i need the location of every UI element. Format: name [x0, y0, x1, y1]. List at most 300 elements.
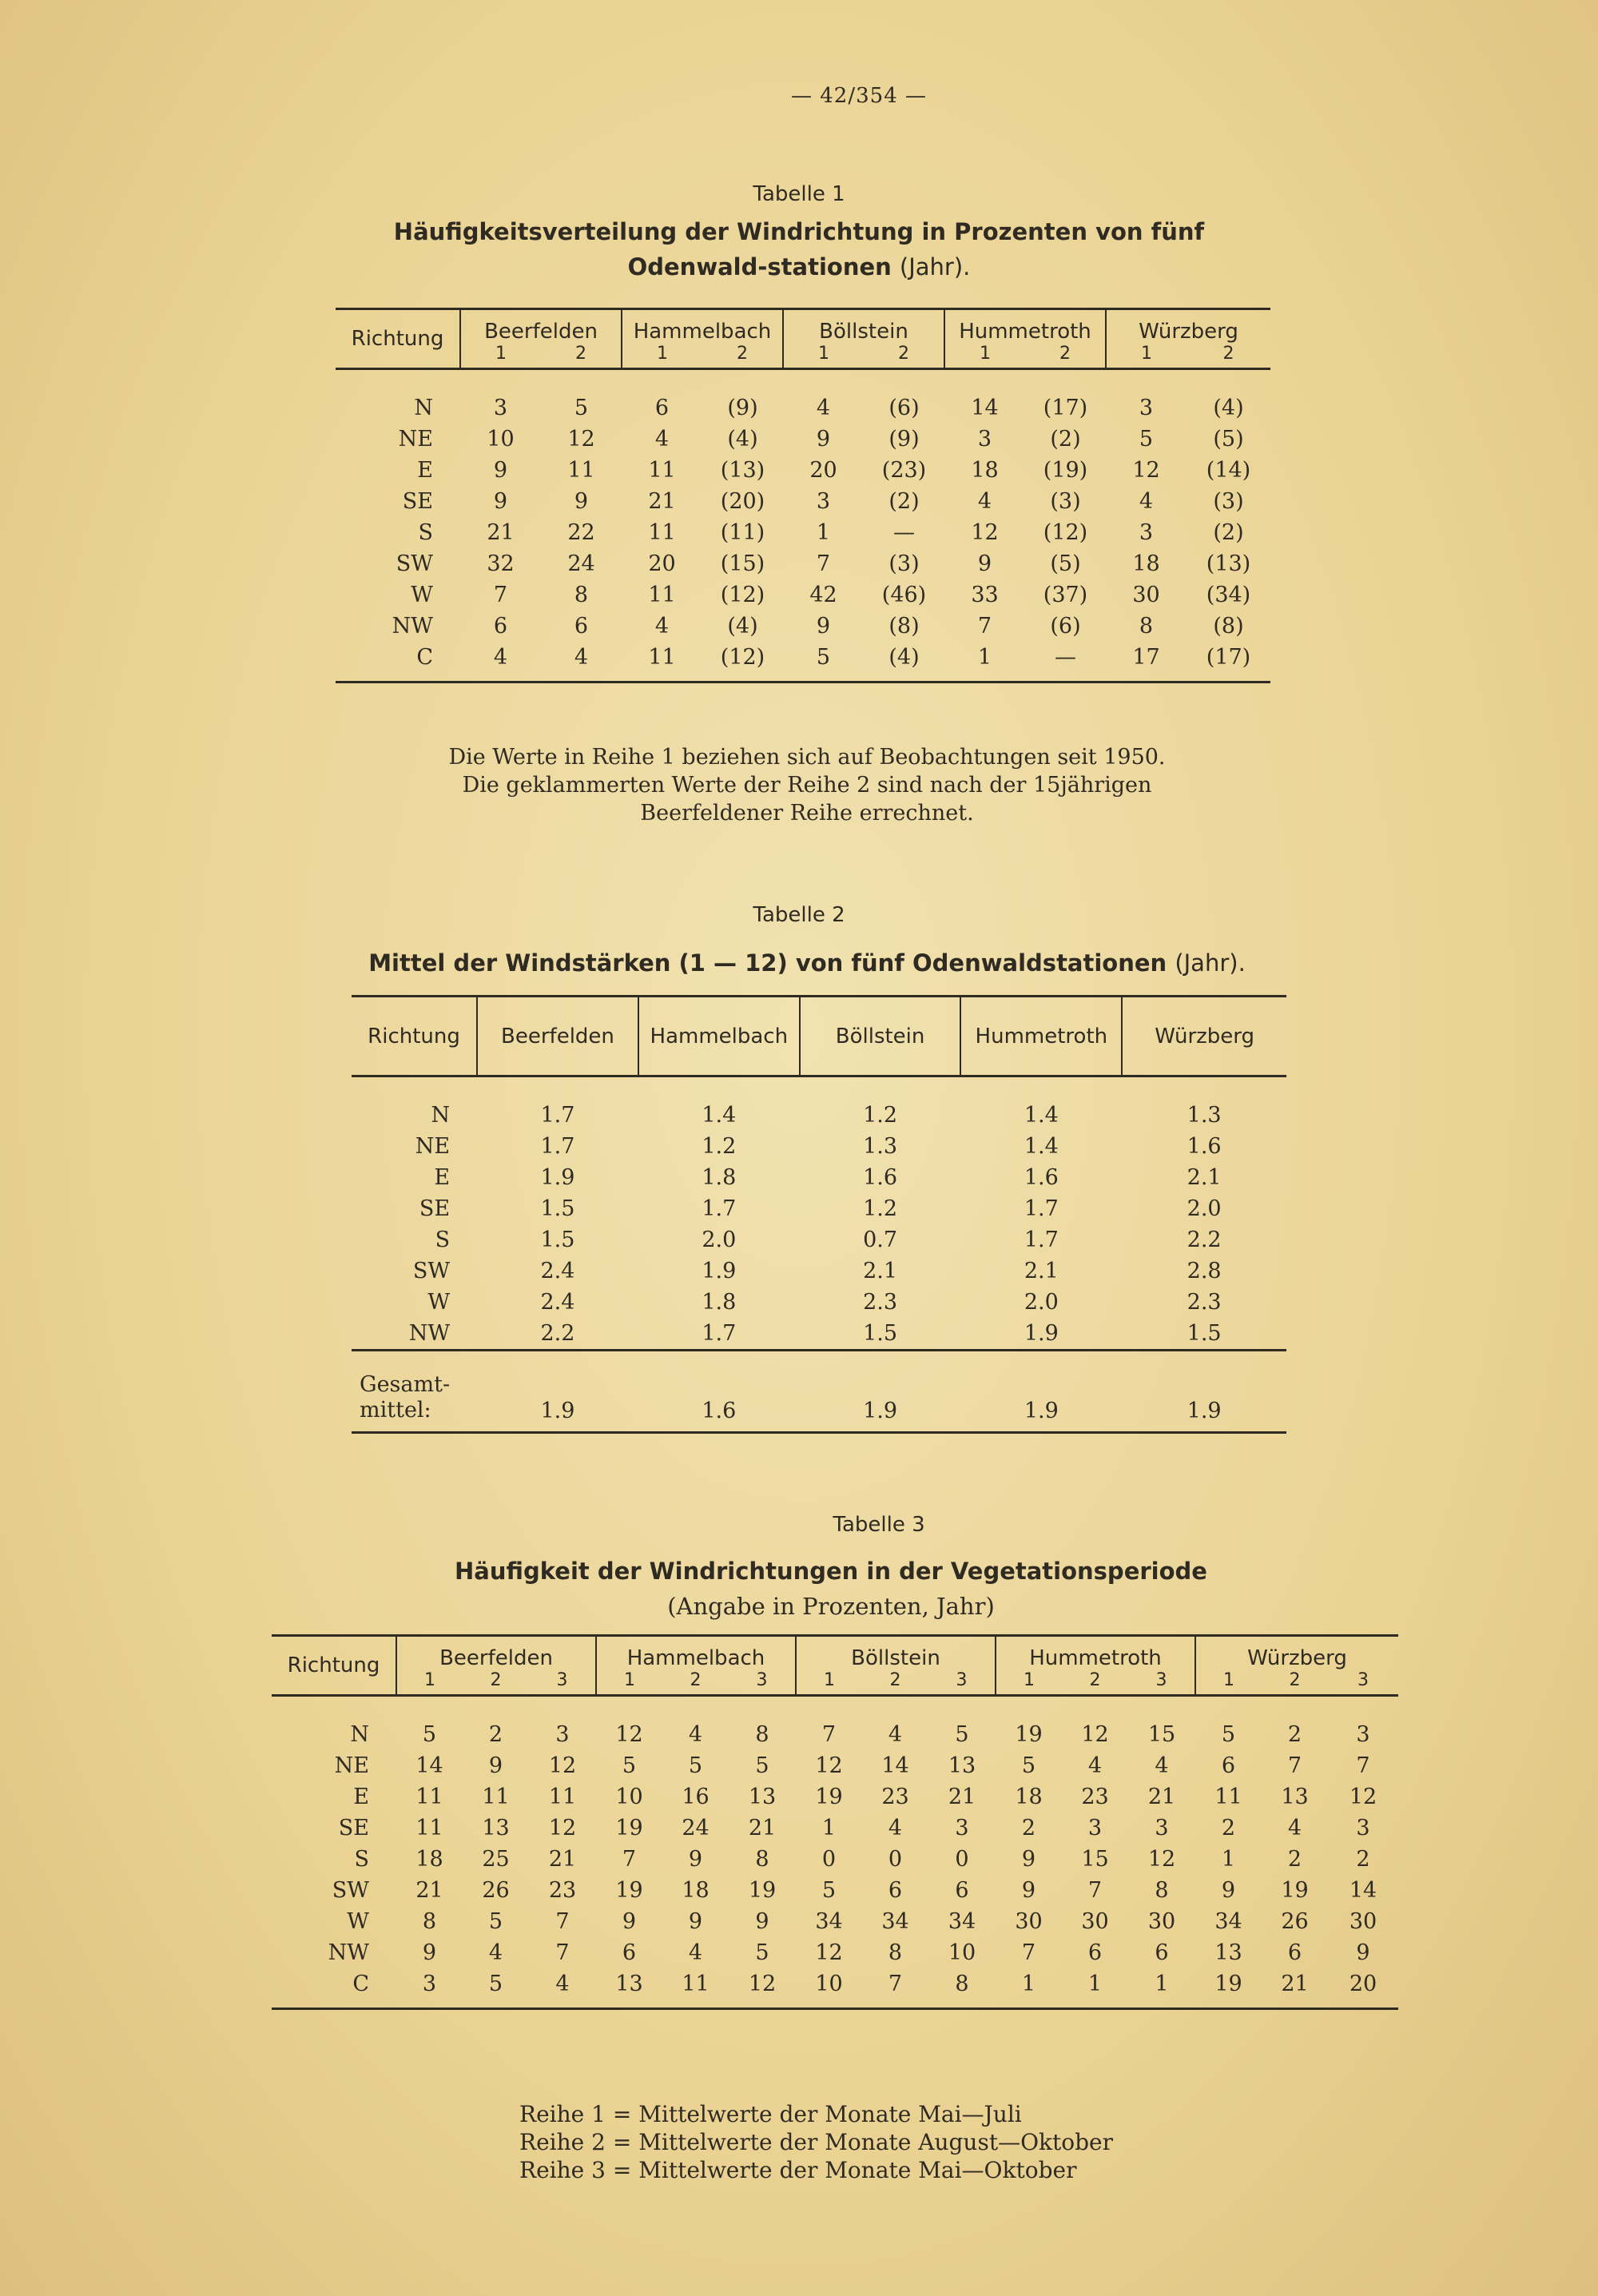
table2-station-header: Beerfelden: [477, 997, 638, 1076]
table1-cell: 3: [493, 396, 508, 420]
table2-cell: 2.1: [1187, 1165, 1222, 1190]
table1-cell: 17: [1106, 642, 1187, 682]
table3-cell: 19: [1195, 1968, 1262, 2009]
table2-cell: 2.1: [863, 1259, 898, 1283]
table3-cell: 12: [548, 1753, 577, 1778]
table3-cell: 5: [488, 1909, 503, 1934]
table2-total-label-line: Gesamt-: [360, 1372, 451, 1397]
table3-cell: 4: [488, 1940, 503, 1965]
table3-cell: 5: [1021, 1753, 1036, 1778]
table2-cell: 1.6: [1187, 1134, 1222, 1159]
table1-cell: 24: [567, 551, 595, 576]
table2-row: [352, 1131, 1286, 1162]
table1-cell: (3): [1213, 489, 1244, 514]
table3-subcol-header: 3: [1128, 1670, 1195, 1696]
table1-cell: 11: [648, 583, 676, 607]
table3-cell: 34: [881, 1909, 909, 1934]
table3-direction-label: S: [354, 1847, 369, 1872]
table1-cell: 3: [1139, 396, 1154, 420]
table1-cell: 8: [1139, 614, 1154, 639]
table2-row: [352, 1318, 1286, 1351]
table1-cell: (19): [1043, 458, 1088, 483]
table3-cell: 2: [1221, 1816, 1236, 1840]
spacer-cell: [336, 369, 1270, 393]
table3-cell: 11: [662, 1968, 729, 2009]
table2-cell: 1.5: [863, 1321, 898, 1346]
table1-cell: —: [893, 520, 915, 545]
table1-subcol-header: 1: [783, 344, 864, 369]
table1-subcol-header: 2: [702, 344, 783, 369]
table1-cell: (13): [720, 458, 765, 483]
table1-cell: (12): [720, 583, 765, 607]
table3-cell: 10: [948, 1940, 976, 1965]
table1-cell: 12: [1132, 458, 1160, 483]
table3-cell: 19: [1281, 1878, 1309, 1903]
table3-row: [272, 1813, 1398, 1844]
table2-cell: 2.4: [540, 1290, 575, 1315]
table3-title: Häufigkeit der Windrichtungen in der Vegetationsperiode: [455, 1558, 1207, 1585]
table3-cell: 5: [1221, 1722, 1236, 1747]
table3-cell: 3: [1356, 1816, 1370, 1840]
table2-cell: 1.2: [863, 1103, 898, 1128]
table1-spacer: [336, 369, 1270, 393]
table3-cell: 30: [1147, 1909, 1176, 1934]
table1-cell: 4: [541, 642, 622, 682]
table3-cell: 9: [422, 1940, 437, 1965]
table3-cell: 11: [415, 1785, 443, 1809]
table3-cell: 24: [682, 1816, 710, 1840]
table2-cell: 2.4: [540, 1259, 575, 1283]
table1-cell: 9: [574, 489, 589, 514]
table3-cell: 8: [888, 1940, 903, 1965]
table3-cell: 7: [821, 1722, 837, 1747]
table3-cell: 9: [755, 1909, 769, 1934]
page-number: — 42/354 —: [791, 84, 927, 108]
table3-station-header: Hummetroth: [996, 1636, 1195, 1671]
table2-total-cell: 1.6: [638, 1351, 800, 1433]
table1-cell: 32: [487, 551, 515, 576]
table2-cell: 1.4: [1024, 1103, 1059, 1128]
table3-cell: 14: [1349, 1878, 1377, 1903]
table3-cell: 21: [948, 1785, 976, 1809]
table2-total-cell: 1.9: [1122, 1351, 1286, 1433]
table3-cell: 7: [1356, 1753, 1370, 1778]
table3-station-header: Böllstein: [796, 1636, 996, 1671]
table3-cell: 11: [1214, 1785, 1242, 1809]
table3-cell: 3: [555, 1722, 570, 1747]
table3-cell: 9: [1021, 1878, 1036, 1903]
table3-cell: 12: [1349, 1785, 1377, 1809]
table1-cell: 12: [567, 427, 595, 452]
table1-cell: (20): [720, 489, 765, 514]
table2-title-suffix: (Jahr).: [1175, 949, 1246, 977]
table3-subcol-header: 3: [928, 1670, 996, 1696]
table1-cell: (2): [1050, 427, 1081, 452]
table2-cell: 1.9: [1024, 1321, 1059, 1346]
table1-cell: 6: [493, 614, 508, 639]
table1-subcol-header: 1: [622, 344, 702, 369]
table2-cell: 1.7: [1024, 1228, 1059, 1252]
table3-subcol-header: 1: [396, 1670, 463, 1696]
table2-station-header: Hammelbach: [638, 997, 800, 1076]
table3-row: [272, 1750, 1398, 1781]
table1-cell: 11: [622, 642, 702, 682]
table1-row: [336, 517, 1270, 548]
table1-row: [336, 642, 1270, 682]
table2-cell: 2.2: [1187, 1228, 1222, 1252]
table3-cell: 8: [1155, 1878, 1169, 1903]
table3-cell: 1: [1128, 1968, 1195, 2009]
table2-cell: 2.8: [1187, 1259, 1222, 1283]
table1-station-header: Hummetroth: [944, 309, 1106, 344]
table1-cell: (11): [720, 520, 765, 545]
table3-cell: 34: [1214, 1909, 1242, 1934]
table1-cell: 1: [816, 520, 831, 545]
legend-line: Reihe 3 = Mittelwerte der Monate Mai—Oktober: [519, 2157, 1077, 2183]
table3-cell: 3: [396, 1968, 463, 2009]
table2-direction-label: NE: [415, 1134, 451, 1159]
table3-cell: 12: [548, 1816, 577, 1840]
table3-row: [272, 1875, 1398, 1906]
table2-row: [352, 1255, 1286, 1287]
table3-cell: 21: [1147, 1785, 1176, 1809]
table3-cell: 6: [955, 1878, 969, 1903]
table3-subcol-header: 2: [463, 1670, 529, 1696]
table1-cell: (4): [727, 614, 758, 639]
table3-cell: 23: [548, 1878, 577, 1903]
table1-cell: 9: [493, 458, 508, 483]
table3-cell: 14: [881, 1753, 909, 1778]
table3-cell: 9: [688, 1847, 703, 1872]
table3-direction-label: E: [353, 1785, 369, 1809]
table1-direction-label: SW: [396, 551, 433, 576]
table1-subcol-header: 1: [460, 344, 541, 369]
table2-cell: 1.9: [540, 1165, 575, 1190]
table2-cell: 1.5: [1187, 1321, 1222, 1346]
table1-cell: 42: [809, 583, 837, 607]
table1-cell: 7: [816, 551, 831, 576]
table3-direction-label: C: [272, 1968, 396, 2009]
table3-station-header: Hammelbach: [596, 1636, 796, 1671]
table1-cell: 4: [654, 427, 670, 452]
table3-cell: 25: [482, 1847, 510, 1872]
table3-cell: 1: [996, 1968, 1062, 2009]
table3-station-header: Beerfelden: [396, 1636, 596, 1671]
table3-cell: 8: [755, 1847, 769, 1872]
table3-cell: 19: [815, 1785, 843, 1809]
table2-cell: 1.8: [702, 1290, 737, 1315]
table1-cell: 3: [977, 427, 992, 452]
table3-cell: 4: [1087, 1753, 1103, 1778]
table1-cell: 4: [1139, 489, 1154, 514]
table3-subcol-header: 1: [996, 1670, 1062, 1696]
table3-cell: 19: [1015, 1722, 1043, 1747]
table3-cell: 21: [748, 1816, 777, 1840]
table3-cell: 2: [1287, 1847, 1302, 1872]
table2-cell: 0.7: [863, 1228, 898, 1252]
table3-caption: Tabelle 3: [833, 1513, 925, 1537]
table3-subcol-header: 2: [1062, 1670, 1128, 1696]
table1-cell: 11: [648, 458, 676, 483]
table3-direction-label: W: [347, 1909, 369, 1934]
table3-cell: 16: [682, 1785, 710, 1809]
table2-direction-label: SW: [412, 1259, 451, 1283]
table3-cell: 12: [815, 1753, 843, 1778]
table1-subcol-header: 2: [1025, 344, 1106, 369]
table1-cell: 9: [816, 614, 831, 639]
table3-cell: 4: [1155, 1753, 1169, 1778]
table2-cell: 2.1: [1024, 1259, 1059, 1283]
table3-cell: 19: [615, 1816, 643, 1840]
table3: [272, 1634, 1398, 2010]
table3-cell: 5: [755, 1940, 769, 1965]
table2-row: [352, 1287, 1286, 1318]
table1-cell: 6: [654, 396, 670, 420]
table1-cell: (15): [720, 551, 765, 576]
table1-cell: 10: [487, 427, 515, 452]
table3-cell: 8: [928, 1968, 996, 2009]
table1-row: [336, 455, 1270, 486]
table2-cell: 1.7: [540, 1103, 575, 1128]
table2: [352, 995, 1286, 1434]
table2-cell: 1.5: [540, 1228, 575, 1252]
table1-cell: 20: [809, 458, 837, 483]
table2-cell: 1.5: [540, 1196, 575, 1221]
table3-cell: 5: [463, 1968, 529, 2009]
table1-cell: 3: [1139, 520, 1154, 545]
table1-station-header: Hammelbach: [622, 309, 783, 344]
table3-cell: 18: [1015, 1785, 1043, 1809]
table3-direction-label: NE: [334, 1753, 369, 1778]
table3-cell: 6: [1287, 1940, 1302, 1965]
table3-cell: 26: [1281, 1909, 1309, 1934]
table2-cell: 1.2: [702, 1134, 737, 1159]
table3-cell: 9: [1356, 1940, 1370, 1965]
table1-cell: 5: [1139, 427, 1154, 452]
table3-cell: 11: [415, 1816, 443, 1840]
table1-cell: (3): [888, 551, 920, 576]
table1-cell: 8: [574, 583, 589, 607]
table1-cell: (4): [727, 427, 758, 452]
table3-cell: 15: [1147, 1722, 1176, 1747]
table2-row: [352, 1100, 1286, 1131]
table3-direction-label: NW: [328, 1940, 369, 1965]
table3-cell: 4: [688, 1722, 703, 1747]
table2-cell: 1.3: [1187, 1103, 1222, 1128]
table1-station-header: Böllstein: [783, 309, 944, 344]
table3-cell: 9: [622, 1909, 637, 1934]
table2-cell: 2.3: [863, 1290, 898, 1315]
table3-cell: 3: [1356, 1722, 1370, 1747]
table2-row: [352, 1224, 1286, 1255]
table1-cell: (12): [702, 642, 783, 682]
table2-cell: 1.8: [702, 1165, 737, 1190]
table3-cell: 7: [555, 1940, 570, 1965]
table3-cell: 13: [596, 1968, 662, 2009]
table2-total-cell: 1.9: [477, 1351, 638, 1433]
table3-cell: 18: [415, 1847, 443, 1872]
table1-cell: (5): [1050, 551, 1081, 576]
table1-cell: (4): [864, 642, 944, 682]
table1-cell: —: [1025, 642, 1106, 682]
table1-cell: (14): [1206, 458, 1251, 483]
table3-spacer: [272, 1696, 1398, 1720]
table2-total-row: [352, 1351, 1286, 1433]
table3-cell: 4: [688, 1940, 703, 1965]
table2-cell: 2.0: [1024, 1290, 1059, 1315]
table3-cell: 21: [1262, 1968, 1328, 2009]
table1-direction-label: SE: [402, 489, 433, 514]
table2-direction-label: S: [435, 1228, 451, 1252]
table1-cell: 9: [493, 489, 508, 514]
table1-cell: 7: [977, 614, 992, 639]
table1-title-text: Häufigkeitsverteilung der Windrichtung in Prozenten von fünf Odenwald-stationen: [393, 218, 1205, 281]
table3-cell: 5: [955, 1722, 969, 1747]
table1-row: [336, 424, 1270, 455]
table3-cell: 30: [1081, 1909, 1109, 1934]
table3-cell: 10: [796, 1968, 862, 2009]
table1-cell: 5: [783, 642, 864, 682]
table3-subcol-header: 1: [596, 1670, 662, 1696]
table1-subcol-header: 1: [944, 344, 1025, 369]
table1-station-header: Würzberg: [1106, 309, 1270, 344]
table2-direction-label: N: [431, 1103, 451, 1128]
table3-cell: 1: [1062, 1968, 1128, 2009]
table2-cell: 1.9: [702, 1259, 737, 1283]
table1-cell: (2): [1213, 520, 1244, 545]
table2-row: [352, 1162, 1286, 1193]
table1-cell: 11: [648, 520, 676, 545]
table3-cell: 6: [888, 1878, 903, 1903]
table2-cell: 2.2: [540, 1321, 575, 1346]
table1-subcol-header: 1: [1106, 344, 1187, 369]
table1-note: Die Werte in Reihe 1 beziehen sich auf Beobachtungen seit 1950. Die geklammerten Werte der Reihe 2 sind nach der 15jährigen Beerfeldener Reihe errechnet.: [448, 745, 1166, 826]
table3-cell: 12: [1081, 1722, 1109, 1747]
table1-direction-label: N: [414, 396, 433, 420]
table1-cell: (17): [1187, 642, 1270, 682]
table2-cell: 1.4: [1024, 1134, 1059, 1159]
table3-cell: 0: [888, 1847, 903, 1872]
table3-cell: 30: [1349, 1909, 1377, 1934]
table1-cell: 18: [1132, 551, 1160, 576]
table2-cell: 1.4: [702, 1103, 737, 1128]
table1-cell: 21: [648, 489, 676, 514]
table1: [336, 308, 1270, 683]
table2-total-label-line: mittel:: [360, 1398, 431, 1423]
table1-subcol-header: 2: [1187, 344, 1270, 369]
table3-cell: 6: [1155, 1940, 1169, 1965]
table1-cell: (5): [1213, 427, 1244, 452]
table1-row: [336, 392, 1270, 424]
table3-direction-label: SW: [332, 1878, 369, 1903]
table3-legend: [519, 2100, 1113, 2184]
table3-cell: 5: [622, 1753, 637, 1778]
table1-cell: 4: [816, 396, 831, 420]
table2-cell: 1.7: [702, 1321, 737, 1346]
table1-row: [336, 611, 1270, 642]
table3-cell: 5: [422, 1722, 437, 1747]
table3-cell: 23: [881, 1785, 909, 1809]
table1-cell: 5: [574, 396, 589, 420]
table1-caption: Tabelle 1: [753, 182, 845, 206]
table1-cell: 1: [944, 642, 1025, 682]
table1-cell: (46): [881, 583, 927, 607]
table3-cell: 4: [888, 1722, 903, 1747]
table1-subcol-header: 2: [864, 344, 944, 369]
table3-cell: 4: [888, 1816, 903, 1840]
table2-direction-label: NW: [408, 1321, 451, 1346]
table3-cell: 20: [1328, 1968, 1398, 2009]
table1-cell: 9: [977, 551, 992, 576]
table1-direction-label: NE: [398, 427, 433, 452]
table1-cell: 12: [971, 520, 999, 545]
table1-cell: (8): [1213, 614, 1244, 639]
table3-cell: 11: [482, 1785, 510, 1809]
table3-cell: 0: [955, 1847, 969, 1872]
table2-cell: 1.7: [702, 1196, 737, 1221]
table3-cell: 3: [1087, 1816, 1103, 1840]
table3-cell: 19: [748, 1878, 777, 1903]
table2-cell: 1.2: [863, 1196, 898, 1221]
table1-cell: 20: [648, 551, 676, 576]
table3-cell: 12: [615, 1722, 643, 1747]
table3-cell: 1: [821, 1816, 837, 1840]
table3-row: [272, 1937, 1398, 1968]
table1-cell: 9: [816, 427, 831, 452]
table1-row: [336, 486, 1270, 517]
table2-station-header: Hummetroth: [960, 997, 1122, 1076]
table3-cell: 7: [1087, 1878, 1103, 1903]
table1-cell: (2): [888, 489, 920, 514]
table1-direction-label: NW: [392, 614, 433, 639]
table1-cell: 7: [493, 583, 508, 607]
table3-cell: 3: [1155, 1816, 1169, 1840]
table3-subcol-header: 3: [1328, 1670, 1398, 1696]
table3-subcol-header: 3: [529, 1670, 596, 1696]
table2-cell: 1.6: [1024, 1165, 1059, 1190]
table1-cell: (6): [888, 396, 920, 420]
table1-cell: 21: [487, 520, 515, 545]
table3-cell: 13: [748, 1785, 777, 1809]
table2-cell: 1.3: [863, 1134, 898, 1159]
table3-cell: 2: [1021, 1816, 1036, 1840]
table2-richtung-header: Richtung: [352, 997, 477, 1076]
table1-direction-label: W: [411, 583, 433, 607]
table3-direction-label: SE: [338, 1816, 369, 1840]
table1-cell: (9): [888, 427, 920, 452]
table3-cell: 15: [1081, 1847, 1109, 1872]
table1-cell: (17): [1043, 396, 1088, 420]
table3-cell: 6: [1087, 1940, 1103, 1965]
spacer-cell: [352, 1076, 1286, 1100]
table1-cell: 18: [971, 458, 999, 483]
table1-cell: (37): [1043, 583, 1088, 607]
table3-cell: 0: [821, 1847, 837, 1872]
table1-cell: 4: [460, 642, 541, 682]
table2-direction-label: E: [434, 1165, 451, 1190]
table3-cell: 2: [1356, 1847, 1370, 1872]
table3-cell: 9: [1221, 1878, 1236, 1903]
table3-station-header: Würzberg: [1195, 1636, 1398, 1671]
table1-direction-label: C: [336, 642, 460, 682]
table3-cell: 13: [1214, 1940, 1242, 1965]
table1-cell: 11: [567, 458, 595, 483]
table1-cell: 14: [971, 396, 999, 420]
table1-richtung-header: Richtung: [336, 309, 460, 369]
table3-direction-label: N: [350, 1722, 369, 1747]
table3-subcol-header: 1: [1195, 1670, 1262, 1696]
table1-title-suffix: (Jahr).: [899, 253, 971, 281]
